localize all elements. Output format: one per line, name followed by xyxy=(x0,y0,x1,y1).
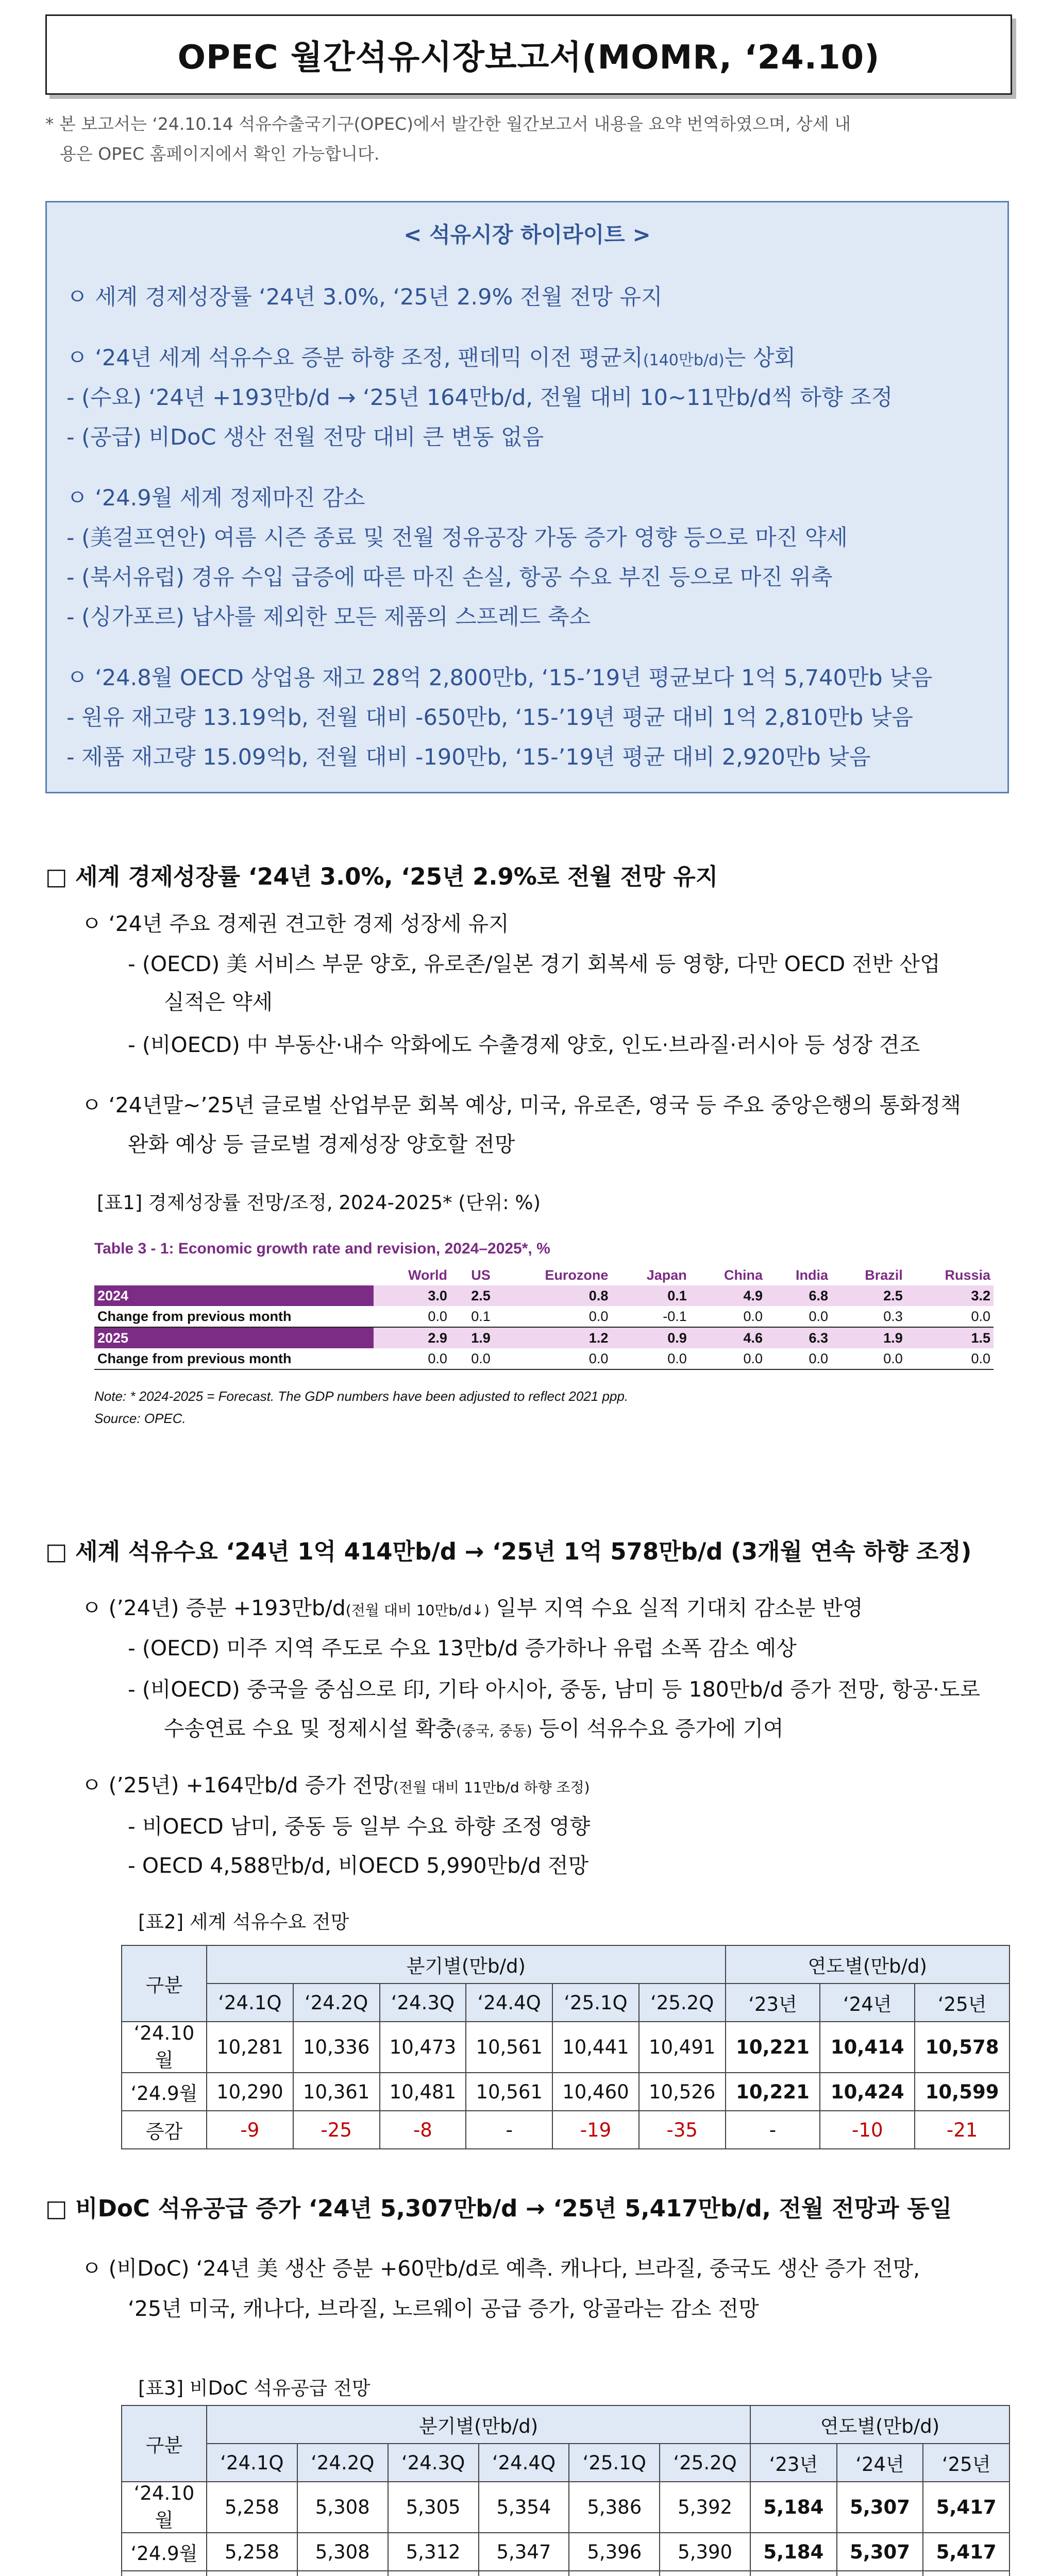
table-cell: 5,307 xyxy=(837,2533,923,2571)
column-header: India xyxy=(795,1267,828,1283)
table-cell: 5,184 xyxy=(750,2533,837,2571)
row-label: Change from previous month xyxy=(94,1306,374,1327)
table-cell: -9 xyxy=(207,2111,293,2149)
corner-header: 구분 xyxy=(122,2405,207,2482)
table-cell: 0.0 xyxy=(906,1306,994,1327)
table-cell: 10,473 xyxy=(380,2022,466,2073)
section3-line: ‘25년 미국, 캐나다, 브라질, 노르웨이 공급 증가, 앙골라는 감소 전망 xyxy=(128,2296,759,2321)
table-cell: 5,386 xyxy=(569,2482,660,2533)
highlight-line: ㅇ ‘24.9월 세계 정제마진 감소 xyxy=(66,485,365,511)
highlight-line: ㅇ ‘24년 세계 석유수요 증분 하향 조정, 팬데믹 이전 평균치(140만b/d)는 상회 xyxy=(66,345,796,371)
table-cell xyxy=(750,2571,837,2576)
table-cell: 10,336 xyxy=(293,2022,380,2073)
table-cell: 0.0 xyxy=(611,1348,689,1369)
table-cell: 0.0 xyxy=(766,1348,831,1369)
report-title: OPEC 월간석유시장보고서(MOMR, ‘24.10) xyxy=(177,39,880,77)
highlight-line: - 원유 재고량 13.19억b, 전월 대비 -650만b, ‘15-’19년 평균 대비 1억 2,810만b 낮음 xyxy=(66,705,913,731)
table-cell: 10,481 xyxy=(380,2073,466,2111)
table-cell: -35 xyxy=(639,2111,726,2149)
table-row xyxy=(122,2073,1009,2111)
report-title-box xyxy=(45,14,1012,95)
table-cell xyxy=(479,2571,569,2576)
table-cell: -21 xyxy=(915,2111,1009,2149)
column-header: ‘24.2Q xyxy=(293,1984,380,2022)
column-header: ‘24년 xyxy=(837,2444,923,2482)
section2-heading: □ 세계 석유수요 ‘24년 1억 414만b/d → ‘25년 1억 578만b/d (3개월 연속 하향 조정) xyxy=(45,1538,972,1565)
highlight-line: ㅇ ‘24.8월 OECD 상업용 재고 28억 2,800만b, ‘15-’19년 평균보다 1억 5,740만b 낮음 xyxy=(66,665,933,691)
table-cell: 0.1 xyxy=(611,1285,689,1306)
table-cell: 5,396 xyxy=(569,2533,660,2571)
intro-note-line: * 본 보고서는 ‘24.10.14 석유수출국기구(OPEC)에서 발간한 월간보고서 내용을 요약 번역하였으며, 상세 내 xyxy=(45,114,851,134)
table-cell: 0.0 xyxy=(450,1348,494,1369)
table-cell: 10,414 xyxy=(820,2022,915,2073)
table-cell: -0.1 xyxy=(611,1306,689,1327)
table-cell: 5,354 xyxy=(479,2482,569,2533)
table-cell: 5,308 xyxy=(297,2482,388,2533)
table-cell: 10,221 xyxy=(726,2022,820,2073)
section1-line: - (OECD) 美 서비스 부문 양호, 유로존/일본 경기 회복세 등 영향, 다만 OECD 전반 산업 xyxy=(128,952,940,976)
column-header: ‘25년 xyxy=(923,2444,1009,2482)
table-cell: 2.9 xyxy=(374,1327,450,1348)
table-row xyxy=(94,1285,994,1306)
table-header-row xyxy=(122,2444,1009,2482)
table-cell xyxy=(837,2571,923,2576)
table-cell: 10,561 xyxy=(466,2022,552,2073)
table-cell: 4.6 xyxy=(690,1327,766,1348)
table-cell: 0.0 xyxy=(690,1306,766,1327)
table-cell: 5,307 xyxy=(837,2482,923,2533)
table-cell: 6.8 xyxy=(766,1285,831,1306)
table-cell: 5,417 xyxy=(923,2482,1009,2533)
table-cell: -19 xyxy=(552,2111,639,2149)
section2-line: ㅇ (’25년) +164만b/d 증가 전망(전월 대비 11만b/d 하향 조정) xyxy=(81,1773,590,1798)
group-header-quarter: 분기별(만b/d) xyxy=(207,1945,726,1984)
table-cell: 10,221 xyxy=(726,2073,820,2111)
row-label: Change from previous month xyxy=(94,1348,374,1369)
table-cell: 3.0 xyxy=(374,1285,450,1306)
table-cell: 0.0 xyxy=(831,1348,906,1369)
highlights-box xyxy=(45,201,1009,793)
highlight-line: - (북서유럽) 경유 수입 급증에 따른 마진 손실, 항공 수요 부진 등으로 마진 위축 xyxy=(66,565,833,590)
table-cell: 0.8 xyxy=(494,1285,612,1306)
table-cell xyxy=(388,2571,479,2576)
table-row xyxy=(122,2022,1009,2073)
section1-line: 실적은 약세 xyxy=(164,990,273,1014)
table-cell: 10,578 xyxy=(915,2022,1009,2073)
table-cell xyxy=(297,2571,388,2576)
table-row xyxy=(94,1327,994,1348)
column-header: ‘24.4Q xyxy=(479,2444,569,2482)
column-header: ‘24.4Q xyxy=(466,1984,552,2022)
table-cell: 10,491 xyxy=(639,2022,726,2073)
table-cell: 0.0 xyxy=(374,1348,450,1369)
table-cell xyxy=(569,2571,660,2576)
table2-caption: [표2] 세계 석유수요 전망 xyxy=(138,1911,349,1933)
highlight-line: - (수요) ‘24년 +193만b/d → ‘25년 164만b/d, 전월 대비 10~11만b/d씩 하향 조정 xyxy=(66,385,893,411)
table-row xyxy=(122,2111,1009,2149)
table-cell: 4.9 xyxy=(690,1285,766,1306)
table-cell: -8 xyxy=(380,2111,466,2149)
section2-line: 수송연료 수요 및 정제시설 확충(중국, 중동) 등이 석유수요 증가에 기여 xyxy=(164,1716,784,1741)
highlight-line: - (美걸프연안) 여름 시즌 종료 및 전월 정유공장 가동 증가 영향 등으로 마진 약세 xyxy=(66,525,848,551)
section3-line: ㅇ (비DoC) ‘24년 美 생산 증분 +60만b/d로 예측. 캐나다, 브라질, 중국도 생산 증가 전망, xyxy=(81,2256,920,2281)
column-header: Japan xyxy=(646,1267,687,1283)
table-header-row xyxy=(122,1945,1009,1984)
column-header: US xyxy=(471,1267,491,1283)
table-cell: 10,441 xyxy=(552,2022,639,2073)
group-header-quarter: 분기별(만b/d) xyxy=(207,2405,750,2444)
table-cell: 2.5 xyxy=(450,1285,494,1306)
column-header: ‘25.1Q xyxy=(552,1984,639,2022)
table3-caption: [표3] 비DoC 석유공급 전망 xyxy=(138,2377,371,2399)
table-cell: 3.2 xyxy=(906,1285,994,1306)
table-cell: 5,417 xyxy=(923,2533,1009,2571)
row-label: ‘24.10 월 xyxy=(122,2022,207,2073)
table-cell: 10,561 xyxy=(466,2073,552,2111)
table-cell: 2.5 xyxy=(831,1285,906,1306)
table-cell xyxy=(207,2571,297,2576)
corner-header: 구분 xyxy=(122,1945,207,2022)
highlight-line: - 제품 재고량 15.09억b, 전월 대비 -190만b, ‘15-’19년 평균 대비 2,920만b 낮음 xyxy=(66,744,871,770)
column-header: Brazil xyxy=(865,1267,903,1283)
table-cell: 0.0 xyxy=(494,1348,612,1369)
column-header: ‘25.2Q xyxy=(660,2444,750,2482)
section2-line: - (비OECD) 중국을 중심으로 印, 기타 아시아, 중동, 남미 등 180만b/d 증가 전망, 항공·도로 xyxy=(128,1677,981,1702)
table-cell: 5,312 xyxy=(388,2533,479,2571)
intro-note xyxy=(45,109,1014,169)
column-header: ‘24.1Q xyxy=(207,1984,293,2022)
column-header: ‘24년 xyxy=(820,1984,915,2022)
table-row xyxy=(122,2533,1009,2571)
oil-demand-table xyxy=(121,1945,1010,2149)
row-label: 2025 xyxy=(94,1327,374,1348)
section1-line: 완화 예상 등 글로벌 경제성장 양호할 전망 xyxy=(128,1132,515,1157)
table-cell: 0.3 xyxy=(831,1306,906,1327)
table-cell: 5,258 xyxy=(207,2533,297,2571)
table-cell: 0.0 xyxy=(766,1306,831,1327)
column-header: Russia xyxy=(945,1267,990,1283)
row-label: ‘24.10 월 xyxy=(122,2482,207,2533)
section1-line: ㅇ ‘24년 주요 경제권 견고한 경제 성장세 유지 xyxy=(81,911,509,936)
group-header-year: 연도별(만b/d) xyxy=(726,1945,1009,1984)
table-cell: 10,361 xyxy=(293,2073,380,2111)
section2-line: - 비OECD 남미, 중동 등 일부 수요 하향 조정 영향 xyxy=(128,1814,591,1839)
table-cell: 10,460 xyxy=(552,2073,639,2111)
column-header: ‘24.3Q xyxy=(388,2444,479,2482)
section2-line: ㅇ (’24년) 증분 +193만b/d(전월 대비 10만b/d↓) 일부 지역 수요 실적 기대치 감소분 반영 xyxy=(81,1596,863,1620)
highlights-title: < 석유시장 하이라이트 > xyxy=(403,222,651,247)
highlight-line: - (공급) 비DoC 생산 전월 전망 대비 큰 변동 없음 xyxy=(66,425,544,450)
table-cell: - xyxy=(726,2111,820,2149)
table-cell xyxy=(923,2571,1009,2576)
section3-heading: □ 비DoC 석유공급 증가 ‘24년 5,307만b/d → ‘25년 5,417만b/d, 전월 전망과 동일 xyxy=(45,2195,952,2222)
table-cell: 5,305 xyxy=(388,2482,479,2533)
column-header: ‘25년 xyxy=(915,1984,1009,2022)
nondoc-supply-table xyxy=(121,2405,1010,2576)
group-header-year: 연도별(만b/d) xyxy=(750,2405,1009,2444)
table1-caption: [표1] 경제성장률 전망/조정, 2024-2025* (단위: %) xyxy=(97,1192,541,1214)
section2-line: - (OECD) 미주 지역 주도로 수요 13만b/d 증가하나 유럽 소폭 감소 예상 xyxy=(128,1636,797,1660)
column-header: World xyxy=(408,1267,447,1283)
section2-line: - OECD 4,588만b/d, 비OECD 5,990만b/d 전망 xyxy=(128,1853,589,1878)
column-header: Eurozone xyxy=(545,1267,609,1283)
table-header-row xyxy=(94,1265,994,1285)
intro-note-line: 용은 OPEC 홈페이지에서 확인 가능합니다. xyxy=(60,144,380,164)
row-label: 증감 xyxy=(122,2111,207,2149)
table-cell: 1.9 xyxy=(450,1327,494,1348)
table-row xyxy=(122,2482,1009,2533)
table-row xyxy=(94,1306,994,1327)
table-cell: 5,258 xyxy=(207,2482,297,2533)
row-label: ‘24.9월 xyxy=(122,2533,207,2571)
column-header: ‘23년 xyxy=(726,1984,820,2022)
table-cell: 5,308 xyxy=(297,2533,388,2571)
table-cell: 5,184 xyxy=(750,2482,837,2533)
table-header-row xyxy=(122,2405,1009,2444)
growth-table xyxy=(94,1265,994,1370)
table-cell: 10,599 xyxy=(915,2073,1009,2111)
row-label: 2024 xyxy=(94,1285,374,1306)
table-cell: 0.0 xyxy=(374,1306,450,1327)
table-cell: 5,392 xyxy=(660,2482,750,2533)
table1-note: Note: * 2024-2025 = Forecast. The GDP numbers have been adjusted to reflect 2021 ppp. xyxy=(94,1388,629,1404)
table1-source: Source: OPEC. xyxy=(94,1411,186,1426)
row-label: ‘24.9월 xyxy=(122,2073,207,2111)
column-header: ‘25.1Q xyxy=(569,2444,660,2482)
table-cell: 10,424 xyxy=(820,2073,915,2111)
table-cell: 5,347 xyxy=(479,2533,569,2571)
column-header: ‘24.1Q xyxy=(207,2444,297,2482)
table-cell: 10,281 xyxy=(207,2022,293,2073)
table-cell: 1.5 xyxy=(906,1327,994,1348)
table-row xyxy=(122,2571,1009,2576)
table-cell: 10,526 xyxy=(639,2073,726,2111)
table1-title: Table 3 - 1: Economic growth rate and revision, 2024–2025*, % xyxy=(94,1240,550,1257)
row-label xyxy=(122,2571,207,2576)
highlight-line: - (싱가포르) 납사를 제외한 모든 제품의 스프레드 축소 xyxy=(66,604,591,630)
table-cell: -25 xyxy=(293,2111,380,2149)
table-header-row xyxy=(122,1984,1009,2022)
table-cell: 1.9 xyxy=(831,1327,906,1348)
table-cell: 0.1 xyxy=(450,1306,494,1327)
table-cell: 0.0 xyxy=(494,1306,612,1327)
table-cell xyxy=(660,2571,750,2576)
table-cell: 0.9 xyxy=(611,1327,689,1348)
section1-line: ㅇ ‘24년말~’25년 글로벌 산업부문 회복 예상, 미국, 유로존, 영국 등 주요 중앙은행의 통화정책 xyxy=(81,1093,961,1117)
column-header: ‘24.2Q xyxy=(297,2444,388,2482)
table-cell: - xyxy=(466,2111,552,2149)
column-header: ‘23년 xyxy=(750,2444,837,2482)
column-header: ‘25.2Q xyxy=(639,1984,726,2022)
table-cell: 10,290 xyxy=(207,2073,293,2111)
table-cell: 0.0 xyxy=(906,1348,994,1369)
table-cell: 0.0 xyxy=(690,1348,766,1369)
table-cell: 6.3 xyxy=(766,1327,831,1348)
column-header: China xyxy=(724,1267,763,1283)
section1-heading: □ 세계 경제성장률 ‘24년 3.0%, ‘25년 2.9%로 전월 전망 유지 xyxy=(45,863,718,890)
highlight-line: ㅇ 세계 경제성장률 ‘24년 3.0%, ‘25년 2.9% 전월 전망 유지 xyxy=(66,284,663,310)
table-cell: 5,390 xyxy=(660,2533,750,2571)
table-cell: -10 xyxy=(820,2111,915,2149)
table-row xyxy=(94,1348,994,1369)
section1-line: - (비OECD) 中 부동산·내수 악화에도 수출경제 양호, 인도·브라질·러시아 등 성장 견조 xyxy=(128,1032,920,1057)
column-header: ‘24.3Q xyxy=(380,1984,466,2022)
table-cell: 1.2 xyxy=(494,1327,612,1348)
